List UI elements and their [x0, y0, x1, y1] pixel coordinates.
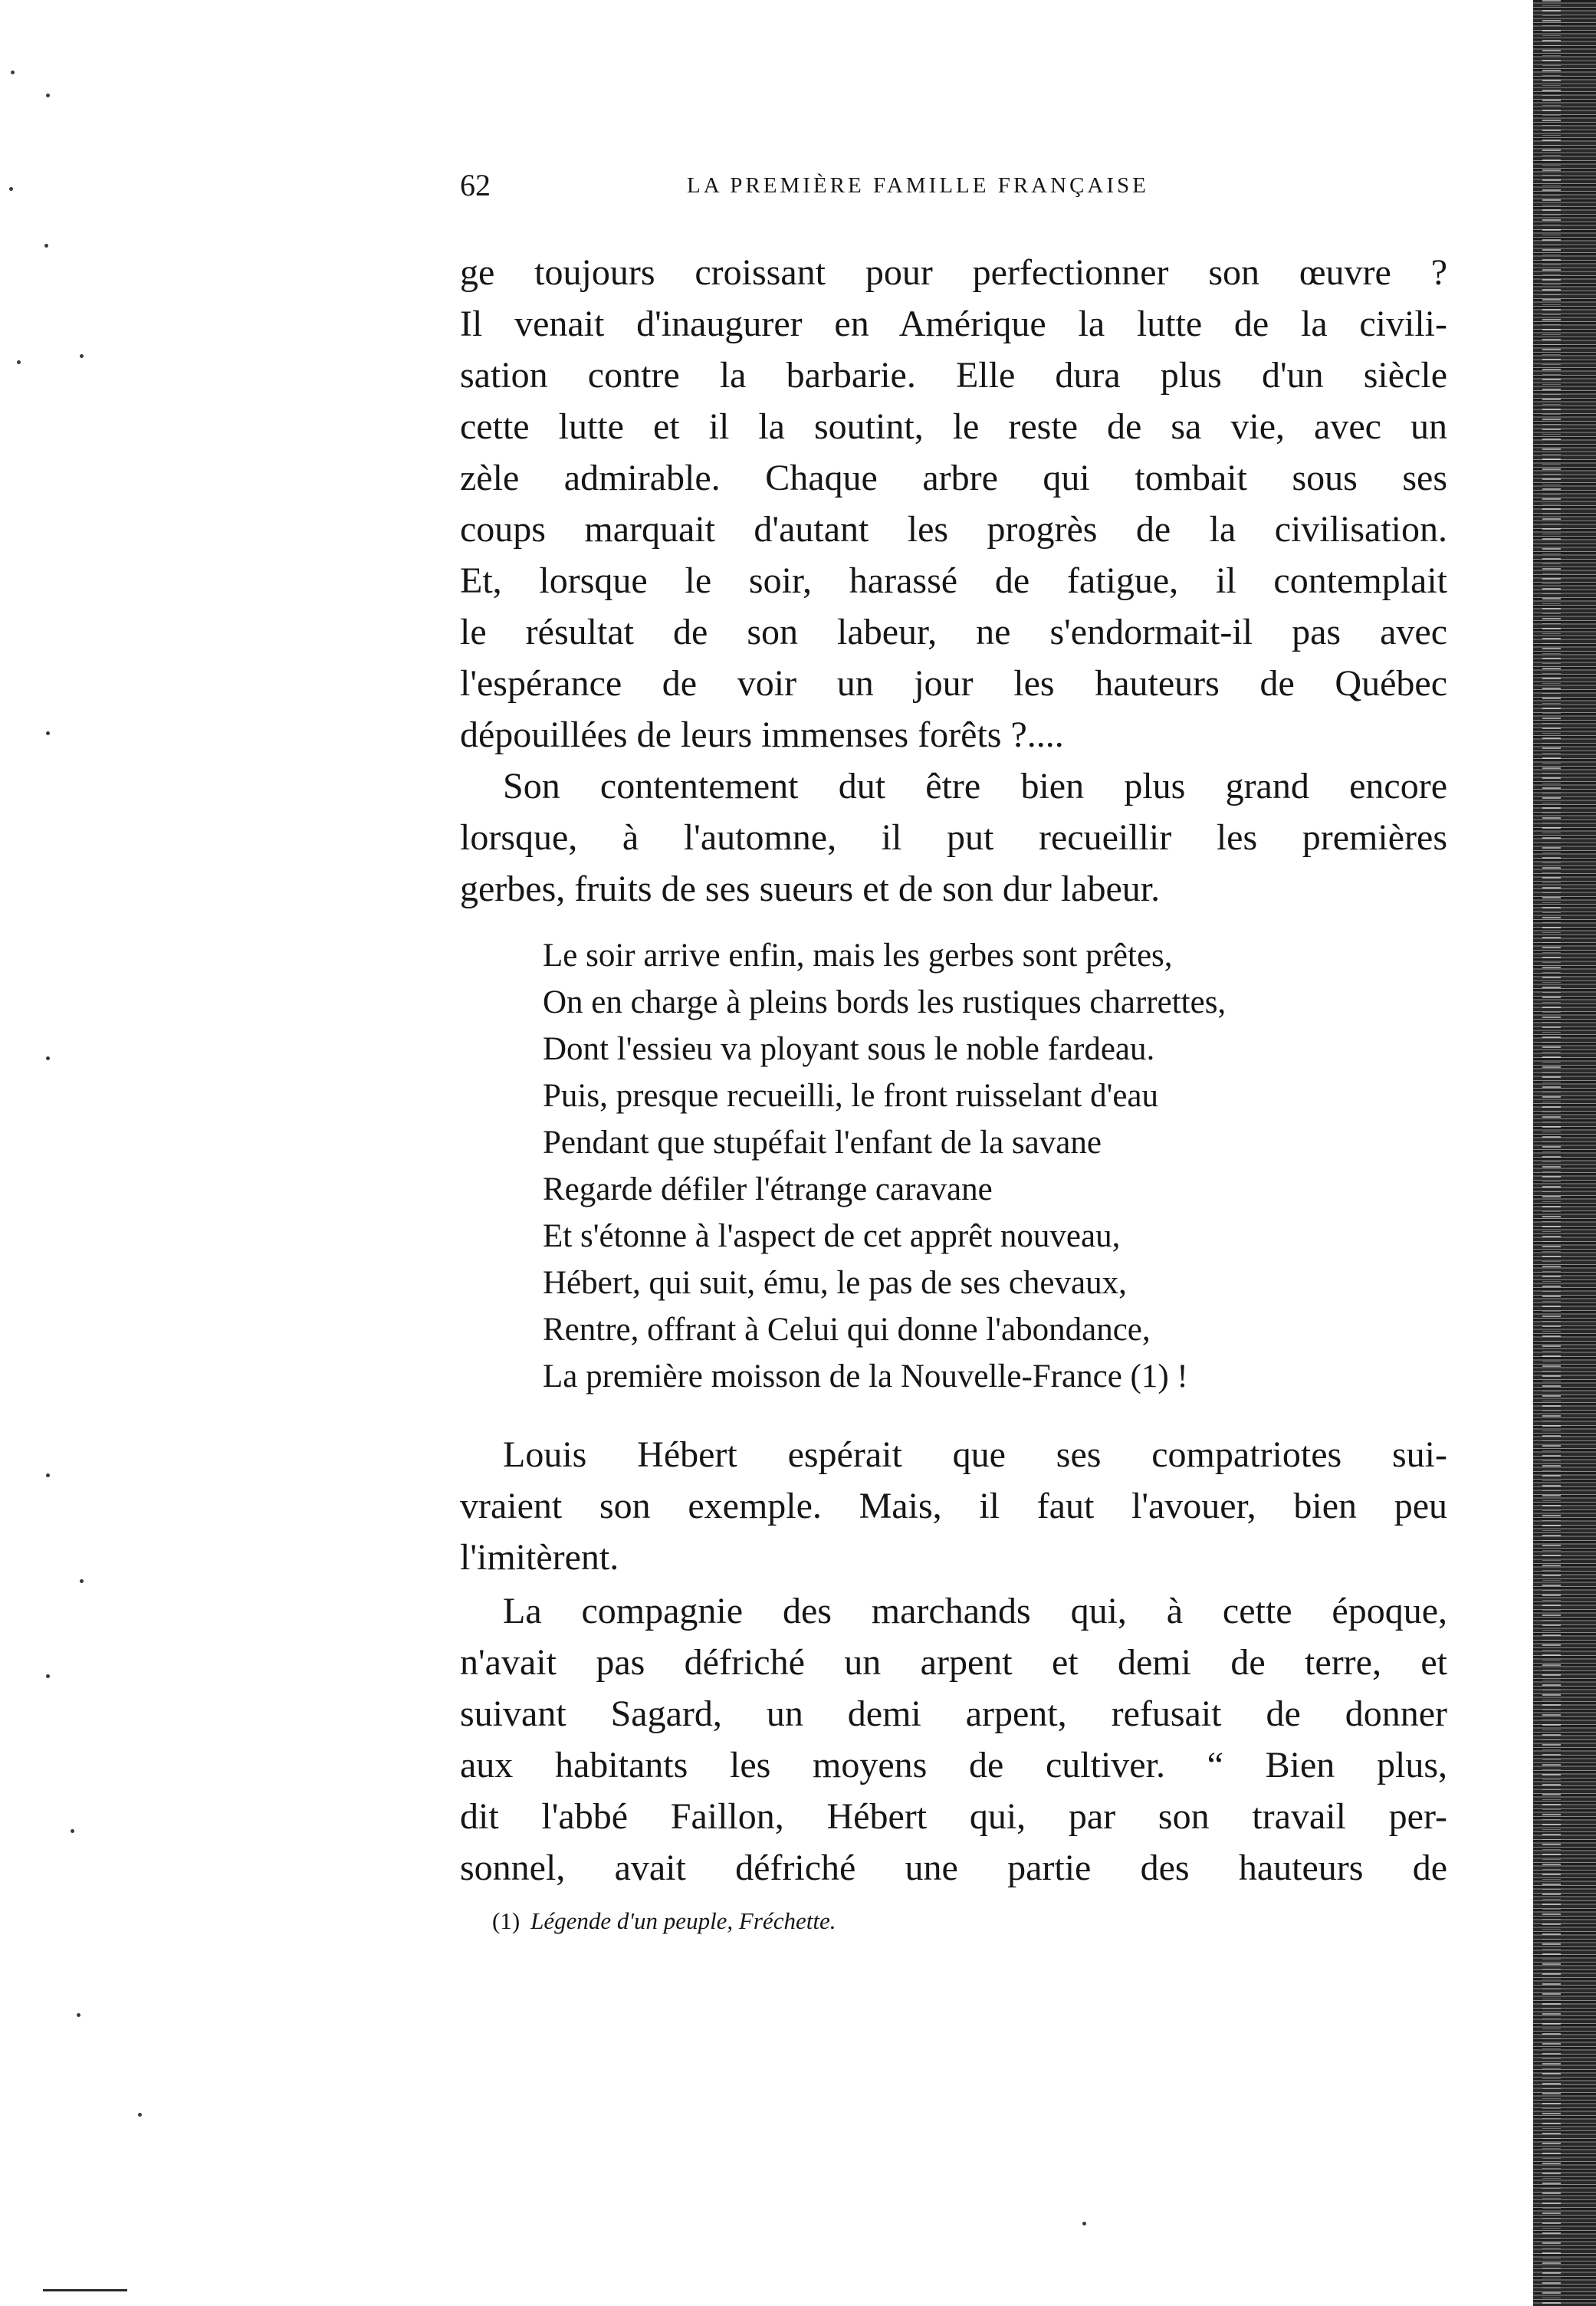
verse-line: Hébert, qui suit, ému, le pas de ses chevaux, — [543, 1265, 1127, 1301]
paragraph-4 — [460, 1585, 1447, 1894]
text-line: ge toujours croissant pour perfectionner son œuvre ? — [460, 252, 1447, 293]
text-line: le résultat de son labeur, ne s'endormait-il pas avec — [460, 612, 1447, 652]
text-line: dit l'abbé Faillon, Hébert qui, par son travail per- — [460, 1796, 1447, 1837]
text-line: cette lutte et il la soutint, le reste de sa vie, avec un — [460, 406, 1447, 447]
page-edge-texture — [1542, 0, 1561, 2306]
text-line: sation contre la barbarie. Elle dura plus d'un siècle — [460, 355, 1447, 396]
margin-speck — [46, 1674, 50, 1678]
margin-speck — [46, 731, 50, 735]
text-line: Louis Hébert espérait que ses compatriotes sui- — [503, 1434, 1447, 1475]
text-line: l'imitèrent. — [460, 1537, 619, 1578]
verse-line: Et s'étonne à l'aspect de cet apprêt nouveau, — [543, 1218, 1121, 1254]
paragraph-1 — [460, 247, 1447, 760]
footnote — [492, 1904, 836, 1938]
margin-speck — [46, 94, 50, 97]
page-header — [460, 163, 1242, 209]
verse-line: Regarde défiler l'étrange caravane — [543, 1171, 993, 1207]
margin-speck — [17, 360, 21, 364]
text-line: zèle admirable. Chaque arbre qui tombait sous ses — [460, 458, 1447, 498]
text-line: Son contentement dut être bien plus grand encore — [503, 766, 1447, 806]
text-line: vraient son exemple. Mais, il faut l'avouer, bien peu — [460, 1486, 1447, 1526]
text-line: Et, lorsque le soir, harassé de fatigue, il contemplait — [460, 560, 1447, 601]
verse-line: On en charge à pleins bords les rustiques charrettes, — [543, 984, 1227, 1020]
text-line: suivant Sagard, un demi arpent, refusait de donner — [460, 1693, 1447, 1734]
text-line: lorsque, à l'automne, il put recueillir les premières — [460, 817, 1447, 858]
margin-speck — [1082, 2222, 1086, 2226]
margin-speck — [77, 2013, 80, 2017]
bottom-margin-rule — [43, 2289, 127, 2291]
verse-line: Le soir arrive enfin, mais les gerbes sont prêtes, — [543, 938, 1173, 974]
text-line: La compagnie des marchands qui, à cette époque, — [503, 1591, 1447, 1631]
margin-speck — [46, 1056, 50, 1060]
text-line: aux habitants les moyens de cultiver. “ Bien plus, — [460, 1745, 1447, 1785]
text-line: gerbes, fruits de ses sueurs et de son dur labeur. — [460, 869, 1161, 909]
paragraph-3 — [460, 1429, 1447, 1583]
text-line: l'espérance de voir un jour les hauteurs de Québec — [460, 663, 1447, 704]
footnote-text: Légende d'un peuple, Fréchette. — [530, 1907, 836, 1934]
margin-speck — [44, 244, 48, 248]
margin-speck — [71, 1829, 74, 1833]
verse-line: Puis, presque recueilli, le front ruisselant d'eau — [543, 1078, 1159, 1114]
text-line: sonnel, avait défriché une partie des hauteurs de — [460, 1848, 1447, 1888]
verse-quotation — [543, 932, 1226, 1400]
margin-speck — [46, 1473, 50, 1477]
verse-line: La première moisson de la Nouvelle-France (1) ! — [543, 1358, 1188, 1394]
margin-speck — [80, 354, 84, 358]
verse-line: Rentre, offrant à Celui qui donne l'abondance, — [543, 1312, 1151, 1348]
margin-speck — [9, 187, 13, 191]
running-title: LA PREMIÈRE FAMILLE FRANÇAISE — [687, 173, 1149, 198]
text-line: Il venait d'inaugurer en Amérique la lutte de la civili- — [460, 304, 1447, 344]
margin-speck — [138, 2113, 142, 2117]
margin-speck — [80, 1579, 84, 1583]
margin-speck — [11, 71, 15, 74]
text-line: coups marquait d'autant les progrès de la civilisation. — [460, 509, 1447, 550]
verse-line: Pendant que stupéfait l'enfant de la savane — [543, 1125, 1102, 1161]
text-line: dépouillées de leurs immenses forêts ?.... — [460, 714, 1064, 755]
text-line: n'avait pas défriché un arpent et demi de terre, et — [460, 1642, 1447, 1683]
verse-line: Dont l'essieu va ployant sous le noble fardeau. — [543, 1031, 1155, 1067]
page-number: 62 — [460, 168, 491, 202]
paragraph-2 — [460, 760, 1447, 915]
footnote-marker: (1) — [492, 1907, 521, 1934]
